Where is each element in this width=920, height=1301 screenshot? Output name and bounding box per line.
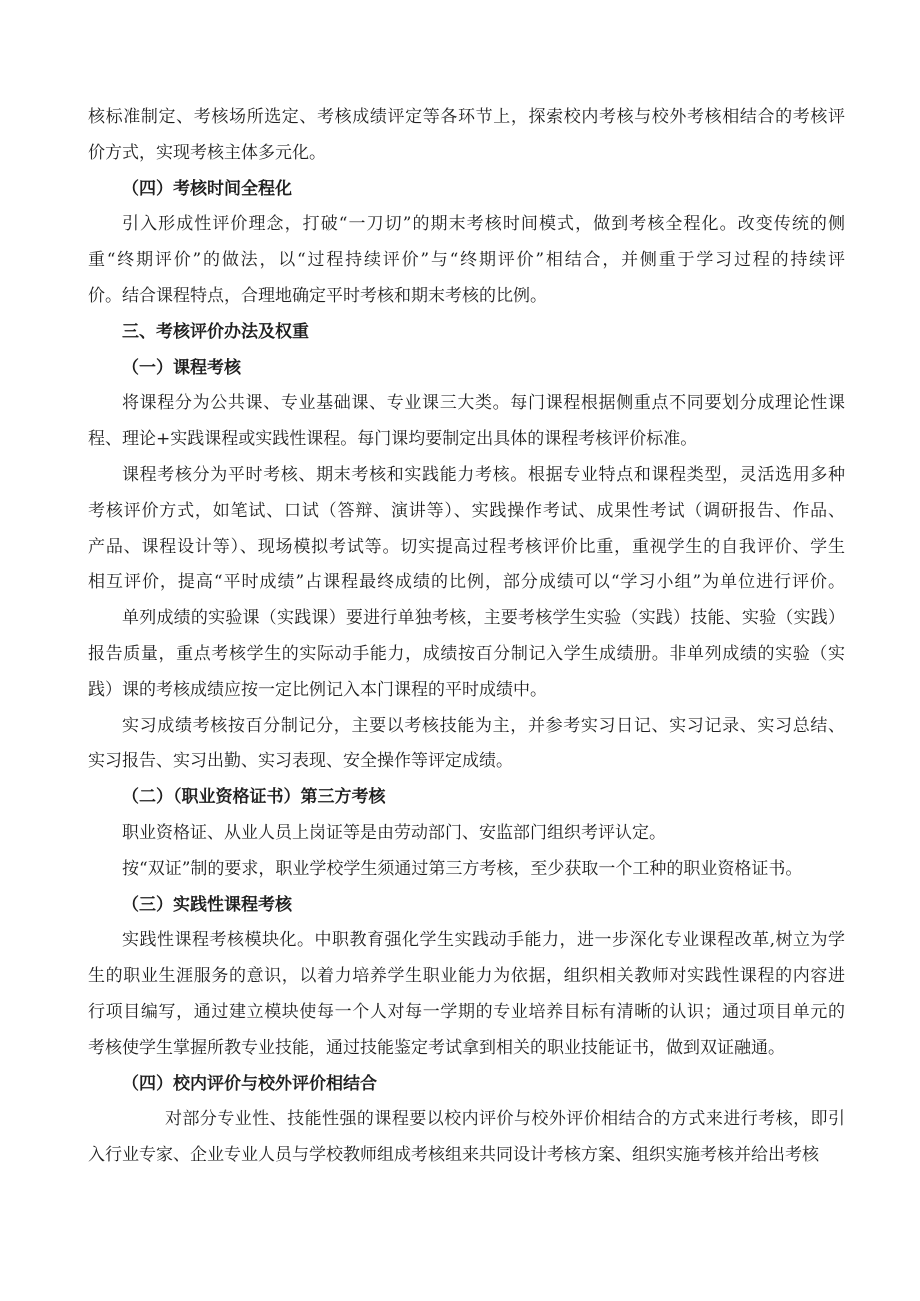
heading-line: （四）校内评价与校外评价相结合 <box>122 1073 377 1094</box>
heading-line: （三）实践性课程考核 <box>122 894 292 915</box>
paragraph-line: 课程考核分为平时考核、期末考核和实践能力考核。根据专业特点和课程类型，灵活选用多种 <box>122 464 845 485</box>
paragraph <box>88 601 845 708</box>
paragraph-line: 引入形成性评价理念，打破“一刀切”的期末考核时间模式，做到考核全程化。改变传统的侧 <box>122 214 845 235</box>
paragraph <box>88 1102 845 1174</box>
paragraph-line: 践）课的考核成绩应按一定比例记入本门课程的平时成绩中。 <box>88 679 547 700</box>
paragraph-line: 核标准制定、考核场所选定、考核成绩评定等各环节上，探索校内考核与校外考核相结合的考核评 <box>88 107 845 127</box>
paragraph-line: 产品、课程设计等）、现场模拟考试等。切实提高过程考核评价比重，重视学生的自我评价、学生 <box>88 536 845 557</box>
section-heading <box>88 351 845 387</box>
paragraph <box>88 852 845 888</box>
paragraph <box>88 100 845 172</box>
paragraph-line: 考核使学生掌握所教专业技能，通过技能鉴定考试拿到相关的职业技能证书，做到双证融通。 <box>88 1037 785 1058</box>
heading-line: 三、考核评价办法及权重 <box>122 321 309 342</box>
paragraph-line: 实习成绩考核按百分制记分，主要以考核技能为主，并参考实习日记、实习记录、实习总结、 <box>122 715 845 736</box>
paragraph-line: 入行业专家、企业专业人员与学校教师组成考核组来共同设计考核方案、组织实施考核并给出考核 <box>88 1145 819 1166</box>
paragraph-line: 实习报告、实习出勤、实习表现、安全操作等评定成绩。 <box>88 751 513 772</box>
paragraph-line: 报告质量，重点考核学生的实际动手能力，成绩按百分制记入学生成绩册。非单列成绩的实验（实 <box>88 643 845 664</box>
paragraph <box>88 458 845 601</box>
paragraph-line: 生的职业生涯服务的意识，以着力培养学生职业能力为依据，组织相关教师对实践性课程的内容进 <box>88 966 845 987</box>
heading-line: （一）课程考核 <box>122 357 241 378</box>
paragraph-line: 价。结合课程特点，合理地确定平时考核和期末考核的比例。 <box>88 285 547 306</box>
section-heading <box>88 172 845 208</box>
paragraph <box>88 386 845 458</box>
paragraph-line: 实践性课程考核模块化。中职教育强化学生实践动手能力，进一步深化专业课程改革,树立为学 <box>122 930 845 951</box>
heading-line: （四）考核时间全程化 <box>122 178 292 199</box>
paragraph-line: 按“双证”制的要求，职业学校学生须通过第三方考核，至少获取一个工种的职业资格证书。 <box>122 858 803 879</box>
paragraph <box>88 207 845 314</box>
heading-line: （二）（职业资格证书）第三方考核 <box>122 787 386 808</box>
section-heading <box>88 1067 845 1103</box>
paragraph-line: 重“终期评价”的做法，以“过程持续评价”与“终期评价”相结合，并侧重于学习过程的持续评 <box>88 250 845 271</box>
paragraph-line: 相互评价，提高“平时成绩”占课程最终成绩的比例，部分成绩可以“学习小组”为单位进行评价。 <box>88 572 845 593</box>
paragraph-line: 单列成绩的实验课（实践课）要进行单独考核，主要考核学生实验（实践）技能、实验（实践） <box>122 608 845 629</box>
paragraph-line: 对部分专业性、技能性强的课程要以校内评价与校外评价相结合的方式来进行考核，即引 <box>165 1109 845 1130</box>
section-heading <box>88 315 845 351</box>
paragraph <box>88 923 845 1066</box>
paragraph-line: 程、理论+实践课程或实践性课程。每门课均要制定出具体的课程考核评价标准。 <box>88 429 698 450</box>
document-body <box>88 100 845 1174</box>
paragraph-line: 职业资格证、从业人员上岗证等是由劳动部门、安监部门组织考评认定。 <box>122 822 666 843</box>
paragraph <box>88 816 845 852</box>
paragraph-line: 考核评价方式，如笔试、口试（答辩、演讲等）、实践操作考试、成果性考试（调研报告、作品、 <box>88 500 845 521</box>
paragraph-line: 将课程分为公共课、专业基础课、专业课三大类。每门课程根据侧重点不同要划分成理论性课 <box>122 393 845 414</box>
paragraph-line: 行项目编写，通过建立模块使每一个人对每一学期的专业培养目标有清晰的认识；通过项目单元的 <box>88 1001 845 1022</box>
section-heading <box>88 888 845 924</box>
section-heading <box>88 780 845 816</box>
paragraph <box>88 709 845 781</box>
paragraph-line: 价方式，实现考核主体多元化。 <box>88 142 326 163</box>
